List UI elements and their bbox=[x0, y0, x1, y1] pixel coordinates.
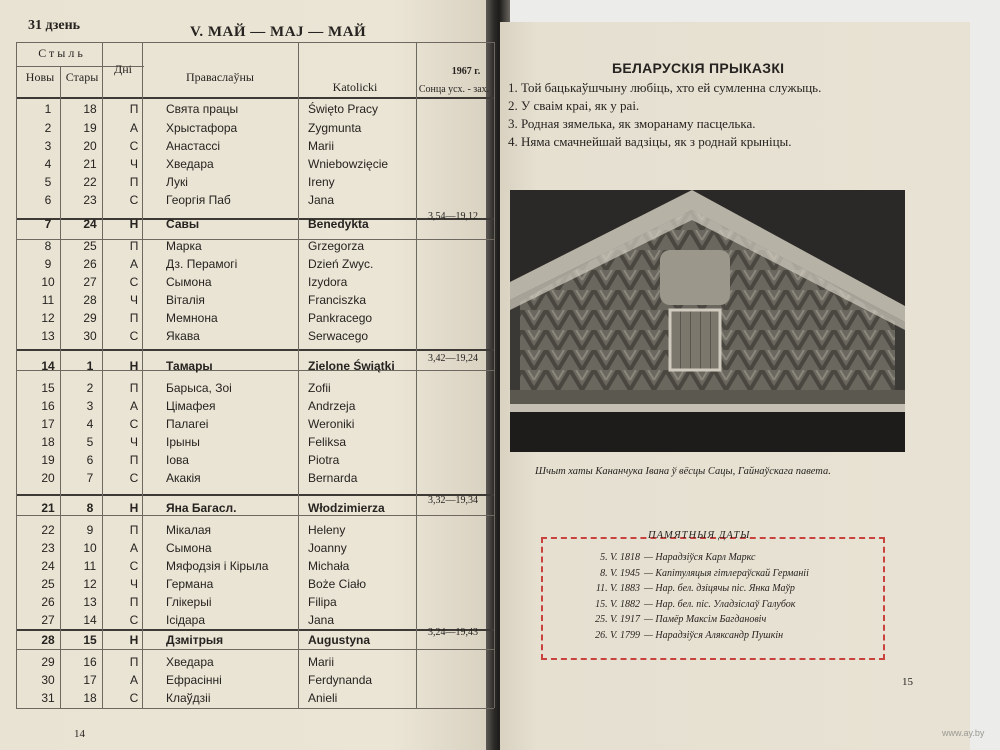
orthodox-saint: Цімафея bbox=[166, 399, 216, 413]
weekday-abbr: П bbox=[129, 655, 139, 669]
weekday-abbr: С bbox=[129, 471, 139, 485]
orthodox-saint: Сымона bbox=[166, 275, 212, 289]
weekday-abbr: Ч bbox=[130, 293, 138, 307]
header-style: Стыль bbox=[38, 46, 86, 60]
catholic-saint: Wniebowzięcie bbox=[308, 157, 389, 171]
day-new-number: 5 bbox=[44, 175, 52, 189]
day-old-number: 16 bbox=[83, 655, 97, 669]
catholic-saint: Jana bbox=[308, 193, 335, 207]
catholic-saint: Franciszka bbox=[308, 293, 367, 307]
orthodox-saint: Хрыстафора bbox=[166, 121, 238, 135]
day-old-number: 20 bbox=[83, 139, 97, 153]
day-old-number: 29 bbox=[83, 311, 97, 325]
weekday-abbr: С bbox=[129, 613, 139, 627]
sunrise-sunset: 3,54—19,12 bbox=[428, 211, 478, 222]
orthodox-saint: Якава bbox=[166, 329, 200, 343]
weekday-abbr: А bbox=[129, 399, 138, 413]
proverb-3: 3. Родная зямелька, як зморанаму пасцелька. bbox=[508, 116, 756, 131]
weekday-abbr: С bbox=[129, 193, 139, 207]
day-new-number: 24 bbox=[41, 559, 55, 573]
day-new-number: 1 bbox=[44, 102, 52, 116]
orthodox-saint: Лукі bbox=[166, 175, 188, 189]
orthodox-saint: Барыса, Зоі bbox=[166, 381, 232, 395]
proverb-1: 1. Той бацькаўшчыну любіць, хто ей сумленна служыць. bbox=[508, 80, 822, 95]
memorable-date-event: — Памёр Максім Багдановіч bbox=[644, 614, 767, 625]
day-old-number: 6 bbox=[86, 453, 94, 467]
proverbs-title: БЕЛАРУСКІЯ ПРЫКАЗКІ bbox=[612, 60, 785, 76]
catholic-saint: Michała bbox=[308, 559, 350, 573]
weekday-abbr: Ч bbox=[130, 435, 138, 449]
header-sunrise-sunset: Сонца усх. - зах. bbox=[418, 84, 490, 95]
memorable-date-value: 11. V. 1883 bbox=[595, 583, 640, 594]
day-new-number: 14 bbox=[41, 359, 55, 373]
day-old-number: 1 bbox=[86, 359, 94, 373]
day-old-number: 28 bbox=[83, 293, 97, 307]
catholic-saint: Benedykta bbox=[308, 217, 369, 231]
watermark: www.ay.by bbox=[942, 728, 985, 738]
memorable-date bbox=[560, 630, 783, 641]
day-old-number: 8 bbox=[86, 501, 94, 515]
memorable-date-event: — Нарадзіўся Карл Маркс bbox=[644, 552, 756, 563]
day-old-number: 30 bbox=[83, 329, 97, 343]
catholic-saint: Pankracego bbox=[308, 311, 373, 325]
day-new-number: 12 bbox=[41, 311, 55, 325]
memorable-date-value: 5. V. 1818 bbox=[600, 552, 640, 563]
catholic-saint: Heleny bbox=[308, 523, 346, 537]
orthodox-saint: Савы bbox=[166, 217, 200, 231]
proverb-4: 4. Няма смачнейшай вадзіцы, як з роднай крыніцы. bbox=[508, 134, 792, 149]
memorable-date bbox=[560, 583, 795, 594]
day-new-number: 2 bbox=[44, 121, 52, 135]
memorable-date-value: 25. V. 1917 bbox=[595, 614, 640, 625]
orthodox-saint: Мяфодзія і Кірыла bbox=[166, 559, 269, 573]
weekday-abbr: П bbox=[129, 523, 139, 537]
orthodox-saint: Палагеі bbox=[166, 417, 209, 431]
orthodox-saint: Тамары bbox=[166, 359, 213, 373]
catholic-saint: Piotra bbox=[308, 453, 340, 467]
memorable-date-event: — Нар. бел. пiс. Уладзіслаў Галубок bbox=[644, 598, 796, 610]
catholic-saint: Andrzeja bbox=[308, 399, 356, 413]
day-old-number: 12 bbox=[83, 577, 97, 591]
header-year: 1967 г. bbox=[451, 66, 481, 77]
orthodox-saint: Дзмітрыя bbox=[166, 633, 224, 647]
catholic-saint: Dzień Zwyc. bbox=[308, 257, 374, 271]
catholic-saint: Boże Ciało bbox=[308, 577, 367, 591]
header-new-style: Новы bbox=[25, 70, 55, 84]
day-new-number: 22 bbox=[41, 523, 55, 537]
weekday-abbr: А bbox=[129, 541, 138, 555]
catholic-saint: Grzegorza bbox=[308, 239, 365, 253]
header-orthodox: Праваслаўны bbox=[186, 70, 254, 84]
orthodox-saint: Анастассі bbox=[166, 139, 221, 153]
day-new-number: 3 bbox=[44, 139, 52, 153]
weekday-abbr: П bbox=[129, 311, 139, 325]
weekday-abbr: Н bbox=[129, 633, 139, 647]
orthodox-saint: Сымона bbox=[166, 541, 212, 555]
catholic-saint: Ferdynanda bbox=[308, 673, 373, 687]
day-old-number: 14 bbox=[83, 613, 97, 627]
weekday-abbr: П bbox=[129, 102, 139, 116]
orthodox-saint: Мемнона bbox=[166, 311, 218, 325]
weekday-abbr: А bbox=[129, 257, 138, 271]
weekday-abbr: А bbox=[129, 121, 138, 135]
weekday-abbr: А bbox=[129, 673, 138, 687]
day-old-number: 27 bbox=[83, 275, 97, 289]
day-new-number: 27 bbox=[41, 613, 55, 627]
page-number-right: 15 bbox=[902, 676, 913, 688]
day-new-number: 26 bbox=[41, 595, 55, 609]
memorable-date-event: — Нар. бел. дзіцячы пiс. Янка Маўр bbox=[644, 583, 795, 594]
orthodox-saint: Іова bbox=[166, 453, 189, 467]
memorable-date-value: 15. V. 1882 bbox=[595, 598, 640, 610]
catholic-saint: Bernarda bbox=[308, 471, 358, 485]
day-new-number: 8 bbox=[44, 239, 52, 253]
day-new-number: 9 bbox=[44, 257, 52, 271]
orthodox-saint: Віталія bbox=[166, 293, 205, 307]
day-old-number: 18 bbox=[83, 691, 97, 705]
day-old-number: 21 bbox=[83, 157, 97, 171]
memorable-date-value: 8. V. 1945 bbox=[600, 567, 640, 579]
weekday-abbr: П bbox=[129, 175, 139, 189]
sunrise-sunset: 3,32—19,34 bbox=[428, 495, 478, 506]
proverb-2: 2. У сваім краі, як у раі. bbox=[508, 98, 640, 113]
weekday-abbr: Ч bbox=[130, 157, 138, 171]
day-new-number: 25 bbox=[41, 577, 55, 591]
day-new-number: 7 bbox=[44, 217, 52, 231]
day-old-number: 4 bbox=[86, 417, 94, 431]
catholic-saint: Jana bbox=[308, 613, 335, 627]
catholic-saint: Joanny bbox=[308, 541, 347, 555]
day-old-number: 13 bbox=[83, 595, 97, 609]
weekday-abbr: П bbox=[129, 595, 139, 609]
catholic-saint: Zielone Świątki bbox=[308, 359, 395, 373]
catholic-saint: Zygmunta bbox=[308, 121, 362, 135]
header-old-style: Стары bbox=[65, 70, 99, 84]
day-old-number: 17 bbox=[83, 673, 97, 687]
memorable-dates-title: ПАМЯТНЫЯ ДАТЫ bbox=[648, 530, 751, 541]
memorable-date bbox=[560, 599, 795, 610]
weekday-abbr: П bbox=[129, 381, 139, 395]
catholic-saint: Marii bbox=[308, 139, 334, 153]
weekday-abbr: Ч bbox=[130, 577, 138, 591]
catholic-saint: Anieli bbox=[308, 691, 338, 705]
catholic-saint: Włodzimierza bbox=[308, 501, 385, 515]
catholic-saint: Serwacego bbox=[308, 329, 369, 343]
orthodox-saint: Ісідара bbox=[166, 613, 206, 627]
orthodox-saint: Яна Багасл. bbox=[166, 501, 237, 515]
day-new-number: 23 bbox=[41, 541, 55, 555]
catholic-saint: Zofii bbox=[308, 381, 331, 395]
day-new-number: 21 bbox=[41, 501, 55, 515]
day-old-number: 22 bbox=[83, 175, 97, 189]
weekday-abbr: Н bbox=[129, 217, 139, 231]
header-days: Дні bbox=[114, 62, 132, 76]
sunrise-sunset: 3,42—19,24 bbox=[428, 353, 478, 364]
weekday-abbr: Н bbox=[129, 359, 139, 373]
catholic-saint: Ireny bbox=[308, 175, 335, 189]
day-old-number: 10 bbox=[83, 541, 97, 555]
day-new-number: 31 bbox=[41, 691, 55, 705]
weekday-abbr: С bbox=[129, 417, 139, 431]
month-title: V. МАЙ — МАЈ — МАЙ bbox=[190, 24, 367, 40]
house-gable-photo bbox=[510, 190, 905, 452]
day-old-number: 19 bbox=[83, 121, 97, 135]
memorable-date-value: 26. V. 1799 bbox=[595, 629, 640, 641]
day-old-number: 26 bbox=[83, 257, 97, 271]
orthodox-saint: Глікерыі bbox=[166, 595, 212, 609]
catholic-saint: Augustyna bbox=[308, 633, 371, 647]
day-new-number: 28 bbox=[41, 633, 55, 647]
memorable-date bbox=[560, 614, 766, 625]
orthodox-saint: Хведара bbox=[166, 157, 214, 171]
day-new-number: 19 bbox=[41, 453, 55, 467]
weekday-abbr: С bbox=[129, 691, 139, 705]
memorable-date-event: — Нарадзіўся Аляксандр Пушкін bbox=[644, 629, 784, 641]
orthodox-saint: Марка bbox=[166, 239, 202, 253]
catholic-saint: Feliksa bbox=[308, 435, 347, 449]
catholic-saint: Weroniki bbox=[308, 417, 355, 431]
day-new-number: 10 bbox=[41, 275, 55, 289]
weekday-abbr: С bbox=[129, 139, 139, 153]
day-new-number: 11 bbox=[41, 293, 55, 307]
orthodox-saint: Свята працы bbox=[166, 102, 239, 116]
weekday-abbr: С bbox=[129, 559, 139, 573]
weekday-abbr: С bbox=[129, 275, 139, 289]
catholic-saint: Filipa bbox=[308, 595, 337, 609]
day-old-number: 11 bbox=[83, 559, 97, 573]
memorable-date bbox=[560, 568, 809, 579]
weekday-abbr: П bbox=[129, 453, 139, 467]
day-new-number: 4 bbox=[44, 157, 52, 171]
orthodox-saint: Хведара bbox=[166, 655, 214, 669]
day-old-number: 7 bbox=[86, 471, 94, 485]
page-number-left: 14 bbox=[74, 728, 85, 740]
orthodox-saint: Клаўдзіі bbox=[166, 691, 211, 705]
day-old-number: 15 bbox=[83, 633, 97, 647]
catholic-saint: Marii bbox=[308, 655, 334, 669]
memorable-date-event: — Капітуляцыя гітлераўскай Германіі bbox=[644, 567, 809, 579]
day-old-number: 24 bbox=[83, 217, 97, 231]
day-old-number: 25 bbox=[83, 239, 97, 253]
day-old-number: 18 bbox=[83, 102, 97, 116]
day-new-number: 6 bbox=[44, 193, 52, 207]
day-new-number: 15 bbox=[41, 381, 55, 395]
day-new-number: 13 bbox=[41, 329, 55, 343]
day-new-number: 20 bbox=[41, 471, 55, 485]
orthodox-saint: Ірыны bbox=[166, 435, 200, 449]
orthodox-saint: Акакія bbox=[166, 471, 201, 485]
catholic-saint: Izydora bbox=[308, 275, 348, 289]
memorable-date bbox=[560, 552, 755, 563]
days-count: 31 дзень bbox=[28, 18, 81, 33]
day-new-number: 17 bbox=[41, 417, 55, 431]
orthodox-saint: Георгія Паб bbox=[166, 193, 231, 207]
day-old-number: 9 bbox=[86, 523, 94, 537]
day-old-number: 3 bbox=[86, 399, 94, 413]
photo-caption: Шчыт хаты Кананчука Івана ў вёсцы Сацы, Гайнаўскага павета. bbox=[535, 466, 831, 477]
orthodox-saint: Германа bbox=[166, 577, 214, 591]
catholic-saint: Święto Pracy bbox=[308, 102, 379, 116]
day-old-number: 23 bbox=[83, 193, 97, 207]
day-new-number: 18 bbox=[41, 435, 55, 449]
day-new-number: 29 bbox=[41, 655, 55, 669]
weekday-abbr: С bbox=[129, 329, 139, 343]
weekday-abbr: Н bbox=[129, 501, 139, 515]
weekday-abbr: П bbox=[129, 239, 139, 253]
day-new-number: 30 bbox=[41, 673, 55, 687]
header-catholic: Katolicki bbox=[332, 80, 378, 94]
day-new-number: 16 bbox=[41, 399, 55, 413]
orthodox-saint: Мікалая bbox=[166, 523, 212, 537]
day-old-number: 5 bbox=[86, 435, 94, 449]
orthodox-saint: Ефрасінні bbox=[166, 673, 222, 687]
day-old-number: 2 bbox=[86, 381, 94, 395]
sunrise-sunset: 3,24—19,43 bbox=[428, 627, 478, 638]
orthodox-saint: Дз. Перамогі bbox=[166, 257, 238, 271]
